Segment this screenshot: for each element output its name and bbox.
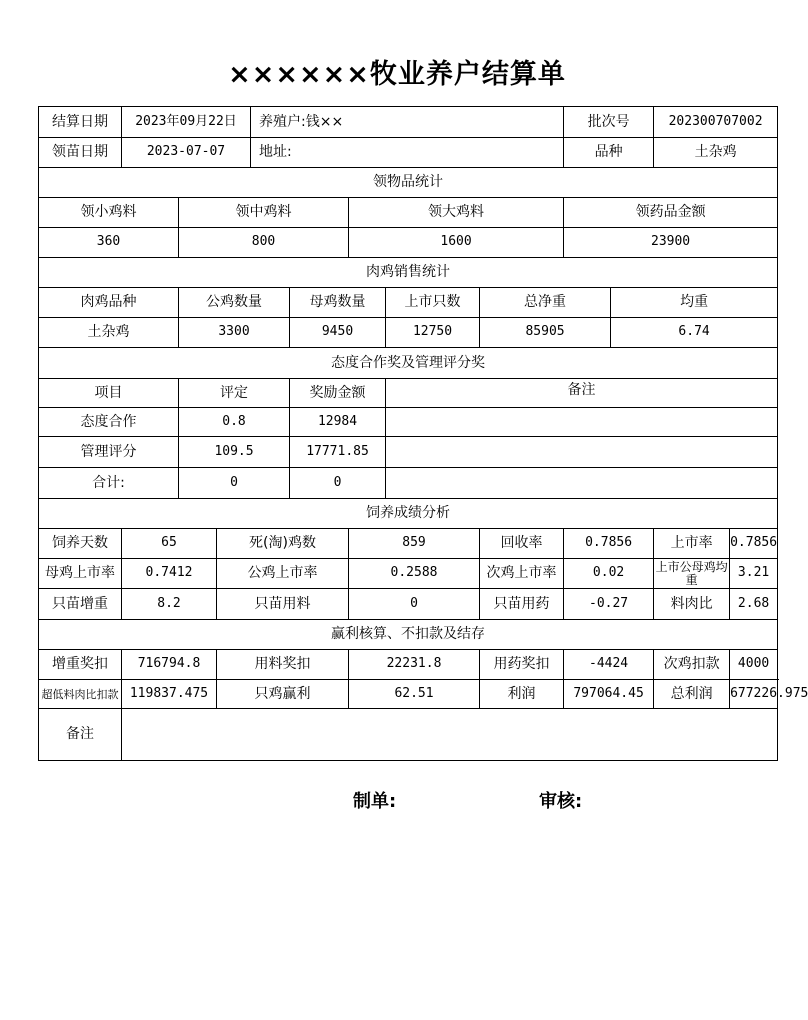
reward-header-amount: 奖励金额 — [290, 379, 386, 408]
reward-remarks-attitude — [386, 408, 778, 437]
breed-label: 品种 — [564, 138, 654, 168]
feed-per-chick-label: 只苗用料 — [217, 589, 349, 620]
avg-weight-rooster-value: 3.21 — [730, 559, 778, 589]
breed-value: 土杂鸡 — [654, 138, 778, 168]
sales-rooster-count-value: 3300 — [179, 318, 290, 348]
sales-header-market-count: 上市只数 — [386, 288, 480, 318]
over-ratio-deduct-value: 119837.475 — [122, 680, 217, 709]
materials-header-large-feed: 领大鸡料 — [349, 198, 564, 228]
gain-bonus-value: 716794.8 — [122, 650, 217, 680]
materials-section-title: 领物品统计 — [39, 168, 778, 198]
sales-header-row — [39, 288, 778, 318]
reward-row-attitude — [39, 408, 778, 437]
reward-amount-total: 0 — [290, 468, 386, 499]
market-rate-label: 上市率 — [654, 529, 730, 559]
feed-per-chick-value: 0 — [349, 589, 480, 620]
total-profit-label: 总利润 — [654, 680, 730, 709]
reward-section-title: 态度合作奖及管理评分奖 — [39, 348, 778, 379]
materials-title-row — [39, 168, 778, 198]
batch-value: 202300707002 — [654, 107, 778, 138]
reward-item-attitude: 态度合作 — [39, 408, 179, 437]
sales-header-avg-weight: 均重 — [611, 288, 778, 318]
sales-breed-value: 土杂鸡 — [39, 318, 179, 348]
reward-title-row — [39, 348, 778, 379]
per-chicken-profit-label: 只鸡赢利 — [217, 680, 349, 709]
sales-hen-count-value: 9450 — [290, 318, 386, 348]
performance-title-row — [39, 499, 778, 529]
materials-header-small-feed: 领小鸡料 — [39, 198, 179, 228]
farmer-cell — [251, 107, 564, 138]
performance-row-1 — [39, 529, 778, 559]
reward-remarks-total — [386, 468, 778, 499]
remarks-row — [39, 709, 778, 761]
sales-market-count-value: 12750 — [386, 318, 480, 348]
profit-title-row — [39, 620, 778, 650]
settle-date-value: 2023年09月22日 — [122, 107, 251, 138]
recovery-rate-value: 0.7856 — [564, 529, 654, 559]
reward-item-total: 合计: — [39, 468, 179, 499]
per-chicken-profit-value: 62.51 — [349, 680, 480, 709]
feed-days-value: 65 — [122, 529, 217, 559]
profit-value: 797064.45 — [564, 680, 654, 709]
materials-header-row — [39, 198, 778, 228]
reward-amount-attitude: 12984 — [290, 408, 386, 437]
gain-bonus-label: 增重奖扣 — [39, 650, 122, 680]
reward-amount-management: 17771.85 — [290, 437, 386, 468]
receive-date-value: 2023-07-07 — [122, 138, 251, 168]
profit-label: 利润 — [480, 680, 564, 709]
settle-date-label: 结算日期 — [39, 107, 122, 138]
performance-section-title: 饲养成绩分析 — [39, 499, 778, 529]
total-profit-value: 677226.975 — [730, 680, 778, 709]
reward-header-remarks: 备注 — [386, 379, 778, 408]
performance-row-3 — [39, 589, 778, 620]
hen-market-rate-value: 0.7412 — [122, 559, 217, 589]
drug-per-chick-value: -0.27 — [564, 589, 654, 620]
sales-title-row — [39, 258, 778, 288]
drug-bonus-value: -4424 — [564, 650, 654, 680]
address-label: 地址: — [259, 144, 292, 161]
gain-per-chick-label: 只苗增重 — [39, 589, 122, 620]
second-market-rate-value: 0.02 — [564, 559, 654, 589]
header-row-2 — [39, 138, 778, 168]
sales-header-breed: 肉鸡品种 — [39, 288, 179, 318]
reward-header-item: 项目 — [39, 379, 179, 408]
remarks-value — [122, 709, 778, 761]
remarks-label: 备注 — [39, 709, 122, 761]
dead-count-label: 死(淘)鸡数 — [217, 529, 349, 559]
materials-large-feed-value: 1600 — [349, 228, 564, 258]
hen-market-rate-label: 母鸡上市率 — [39, 559, 122, 589]
reward-row-management — [39, 437, 778, 468]
feed-meat-ratio-label: 料肉比 — [654, 589, 730, 620]
materials-header-drug-amount: 领药品金额 — [564, 198, 778, 228]
reward-remarks-management — [386, 437, 778, 468]
feed-meat-ratio-value: 2.68 — [730, 589, 778, 620]
feed-days-label: 饲养天数 — [39, 529, 122, 559]
materials-small-feed-value: 360 — [39, 228, 179, 258]
over-ratio-deduct-label: 超低料肉比扣款 — [39, 680, 122, 709]
second-market-rate-label: 次鸡上市率 — [480, 559, 564, 589]
reward-rating-management: 109.5 — [179, 437, 290, 468]
second-deduct-label: 次鸡扣款 — [654, 650, 730, 680]
materials-drug-amount-value: 23900 — [564, 228, 778, 258]
sales-value-row — [39, 318, 778, 348]
reward-row-total — [39, 468, 778, 499]
avg-weight-label: 上市公母鸡均重 — [655, 559, 728, 587]
farmer-value: 钱×× — [305, 113, 344, 130]
performance-row-2 — [39, 559, 778, 589]
maker-signature-label: 制单: — [353, 791, 397, 812]
profit-row-1 — [39, 650, 778, 680]
receive-date-label: 领苗日期 — [39, 138, 122, 168]
sales-header-rooster-count: 公鸡数量 — [179, 288, 290, 318]
materials-header-medium-feed: 领中鸡料 — [179, 198, 349, 228]
reward-header-row — [39, 379, 778, 408]
dead-count-value: 859 — [349, 529, 480, 559]
feed-bonus-value: 22231.8 — [349, 650, 480, 680]
sales-section-title: 肉鸡销售统计 — [39, 258, 778, 288]
second-deduct-value: 4000 — [730, 650, 778, 680]
rooster-market-rate-label: 公鸡上市率 — [217, 559, 349, 589]
settlement-table — [38, 106, 808, 761]
reward-rating-total: 0 — [179, 468, 290, 499]
batch-label: 批次号 — [564, 107, 654, 138]
header-row-1 — [39, 107, 778, 138]
drug-bonus-label: 用药奖扣 — [480, 650, 564, 680]
gain-per-chick-value: 8.2 — [122, 589, 217, 620]
sales-header-net-weight: 总净重 — [480, 288, 611, 318]
address-cell — [251, 138, 564, 168]
materials-medium-feed-value: 800 — [179, 228, 349, 258]
reviewer-signature-label: 审核: — [539, 791, 583, 812]
rooster-market-rate-value: 0.2588 — [349, 559, 480, 589]
profit-section-title: 赢利核算、不扣款及结存 — [39, 620, 778, 650]
reward-item-management: 管理评分 — [39, 437, 179, 468]
recovery-rate-label: 回收率 — [480, 529, 564, 559]
farmer-label: 养殖户: — [259, 113, 306, 130]
drug-per-chick-label: 只苗用药 — [480, 589, 564, 620]
profit-row-2 — [39, 680, 778, 709]
reward-header-rating: 评定 — [179, 379, 290, 408]
sales-avg-weight-value: 6.74 — [611, 318, 778, 348]
market-rate-value: 0.7856 — [730, 529, 778, 559]
reward-rating-attitude: 0.8 — [179, 408, 290, 437]
materials-value-row — [39, 228, 778, 258]
sales-header-hen-count: 母鸡数量 — [290, 288, 386, 318]
feed-bonus-label: 用料奖扣 — [217, 650, 349, 680]
document-title: ××××××牧业养户结算单 — [228, 59, 566, 90]
sales-net-weight-value: 85905 — [480, 318, 611, 348]
